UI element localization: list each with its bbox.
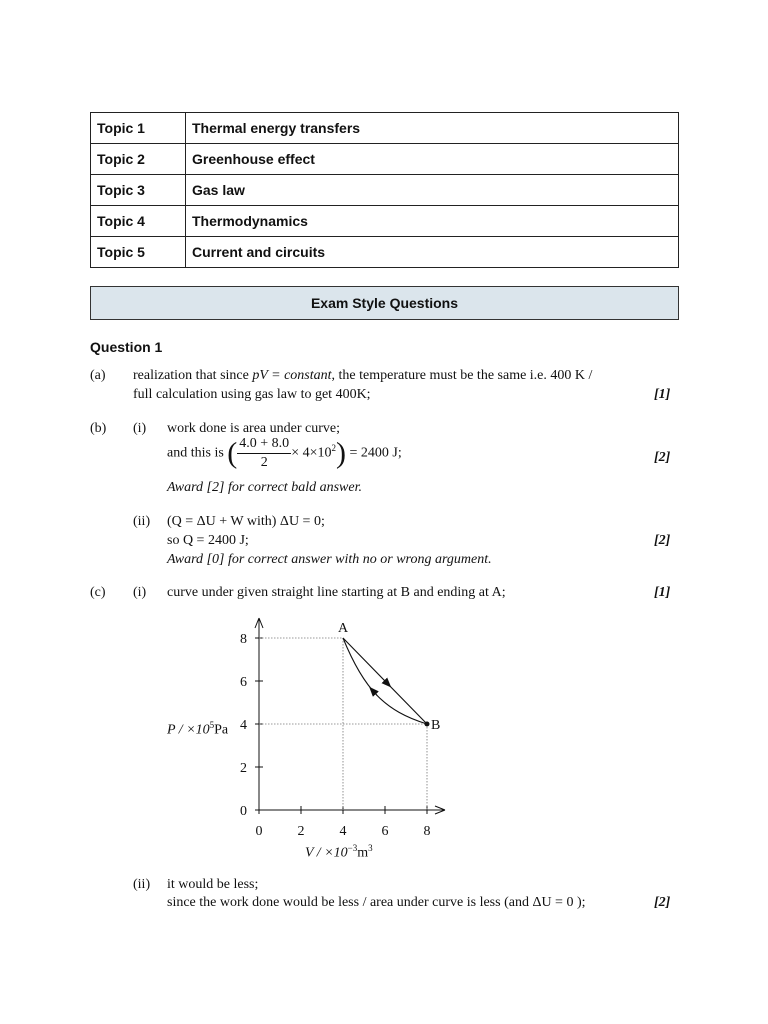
tick-labels — [240, 632, 431, 839]
part-c-i-mark: [1] — [654, 585, 671, 600]
y-tick-label: 2 — [240, 761, 247, 776]
topic-name: Gas law — [186, 175, 679, 206]
topic-name: Thermodynamics — [186, 206, 679, 237]
x-tick-label: 0 — [255, 824, 263, 839]
part-a-line1-pre: realization that since — [133, 368, 249, 383]
x-axis-label-exp: −3 — [347, 843, 358, 853]
part-a-line1-post: , the temperature must be the same i.e. 400 K / — [331, 368, 593, 383]
part-c-i-line1: curve under given straight line starting at B and ending at A; — [167, 585, 506, 600]
points — [338, 621, 440, 733]
y-axis-label — [167, 720, 228, 739]
part-a-line2: full calculation using gas law to get 400K; — [133, 387, 371, 402]
part-b-ii-award: Award [0] for correct answer with no or wrong argument. — [167, 552, 492, 567]
x-tick-label: 8 — [423, 824, 431, 839]
part-a-label: (a) — [90, 368, 106, 383]
part-b-i-line2-post: = 2400 J; — [349, 445, 402, 461]
fraction-denominator: 2 — [260, 455, 268, 470]
x-tick-label: 2 — [297, 824, 305, 839]
part-c-label: (c) — [90, 585, 106, 600]
topic-name: Greenhouse effect — [186, 144, 679, 175]
point-b-dot — [425, 722, 430, 727]
y-axis-label-exp: 5 — [209, 720, 215, 730]
part-c-ii-line1: it would be less; — [167, 877, 259, 892]
x-tick-label: 6 — [381, 824, 389, 839]
y-tick-label: 4 — [240, 718, 247, 733]
part-b-i-label: (i) — [133, 421, 147, 436]
part-c-ii-line2: since the work done would be less / area under curve is less (and ΔU = 0 ); — [167, 895, 586, 910]
part-b-ii-label: (ii) — [133, 514, 151, 529]
topic-code: Topic 4 — [91, 206, 186, 237]
part-c-i-label: (i) — [133, 585, 147, 600]
part-b-i-line2-pre: and this is — [167, 445, 224, 461]
guide-lines — [259, 638, 427, 810]
y-axis-label-post: Pa — [214, 722, 229, 738]
part-b-i-line1: work done is area under curve; — [167, 421, 340, 436]
x-axis-label-exp2: 3 — [368, 843, 373, 853]
question-title: Question 1 — [90, 339, 163, 355]
x-axis-label-pre: V / ×10 — [305, 845, 348, 861]
part-b-i-award: Award [2] for correct bald answer. — [167, 480, 362, 495]
part-b-ii-mark: [2] — [654, 533, 671, 548]
point-label-b: B — [431, 718, 441, 733]
x-axis-label-post: m — [357, 845, 369, 861]
fraction-numerator: 4.0 + 8.0 — [237, 435, 291, 454]
arrow-a-to-b — [384, 680, 388, 684]
part-a-mark: [1] — [654, 387, 671, 402]
y-tick-label: 6 — [240, 675, 247, 690]
series-group — [343, 638, 427, 724]
y-axis-label-pre: P / ×10 — [167, 722, 210, 738]
axes — [255, 618, 445, 814]
topic-name: Current and circuits — [186, 237, 679, 268]
topic-code: Topic 2 — [91, 144, 186, 175]
topic-code: Topic 1 — [91, 113, 186, 144]
point-label-a: A — [338, 621, 349, 636]
part-b-label: (b) — [90, 421, 107, 436]
part-b-i-line2: and this is ( $\frac{4.0 + 8.0}{2}$ × $4\times 10^2) = 2400$ J; — [167, 436, 402, 470]
part-b-i-mark: [2] — [654, 450, 671, 465]
topic-code: Topic 3 — [91, 175, 186, 206]
part-b-ii-line2: so Q = 2400 J; — [167, 533, 249, 548]
y-tick-label: 0 — [240, 804, 247, 819]
part-b-ii-line1: (Q = ΔU + W with) ΔU = 0; — [167, 514, 325, 529]
topic-name: Thermal energy transfers — [186, 113, 679, 144]
y-tick-label: 8 — [240, 632, 247, 647]
arrow-b-to-a — [373, 690, 378, 695]
part-b-i-line2-mid: × 4×10 — [291, 445, 332, 461]
part-c-ii-label: (ii) — [133, 877, 151, 892]
part-b-i-exponent: 2 — [331, 443, 336, 454]
x-axis-label — [305, 843, 373, 862]
section-banner: Exam Style Questions — [90, 286, 679, 320]
part-c-ii-mark: [2] — [654, 895, 671, 910]
part-a-equation: pV = constant — [252, 368, 332, 383]
topic-code: Topic 5 — [91, 237, 186, 268]
x-tick-label: 4 — [339, 824, 347, 839]
